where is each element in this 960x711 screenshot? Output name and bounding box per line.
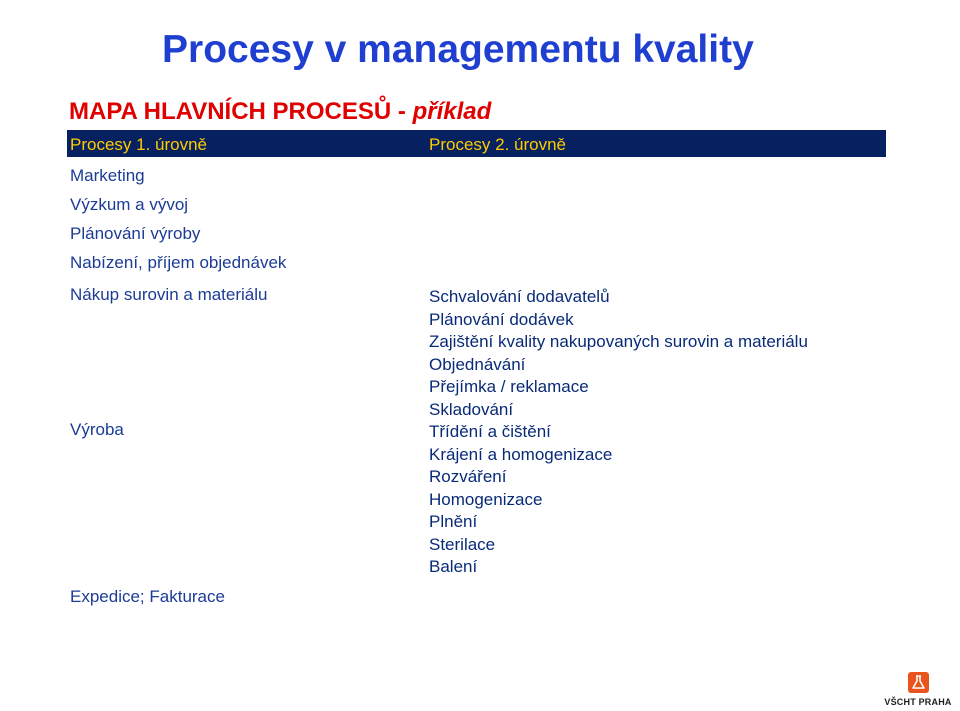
- level2-item: Objednávání: [429, 354, 526, 374]
- level2-item: Rozváření: [429, 467, 507, 486]
- page-title: Procesy v managementu kvality: [162, 28, 754, 71]
- subtitle-main: MAPA HLAVNÍCH PROCESŮ -: [69, 98, 413, 125]
- level2-item: Přejímka / reklamace: [429, 377, 589, 396]
- level2-item: Schvalování dodavatelů: [429, 287, 610, 306]
- level2-item: Plnění: [429, 512, 478, 531]
- vscht-logo-icon: [908, 672, 929, 693]
- level1-item-purchasing: Nákup surovin a materiálu: [70, 285, 268, 304]
- level2-item: Homogenizace: [429, 489, 543, 509]
- level2-item: Sterilace: [429, 534, 496, 554]
- level2-list: [429, 286, 808, 579]
- level2-item: Balení: [429, 557, 478, 576]
- level2-item: Zajištění kvality nakupovaných surovin a materiálu: [429, 332, 808, 351]
- level2-item: Plánování dodávek: [429, 309, 574, 329]
- level1-item-marketing: Marketing: [70, 166, 145, 185]
- level1-item-shipping: Expedice; Fakturace: [70, 587, 225, 606]
- subtitle-italic: příklad: [412, 98, 492, 125]
- level1-item-orders: Nabízení, příjem objednávek: [70, 253, 287, 272]
- flask-icon: [911, 675, 926, 690]
- logo-text: VŠCHT PRAHA: [884, 697, 952, 707]
- level2-item: Krájení a homogenizace: [429, 444, 613, 464]
- header-level2: Procesy 2. úrovně: [429, 135, 567, 154]
- header-level1: Procesy 1. úrovně: [70, 135, 208, 154]
- level1-item-research: Výzkum a vývoj: [70, 195, 189, 214]
- level2-item: Skladování: [429, 399, 514, 419]
- vscht-logo: [882, 672, 954, 707]
- level1-item-planning: Plánování výroby: [70, 224, 201, 243]
- level2-item: Třídění a čištění: [429, 422, 551, 441]
- subtitle: [69, 98, 491, 126]
- level1-item-production: Výroba: [70, 420, 124, 439]
